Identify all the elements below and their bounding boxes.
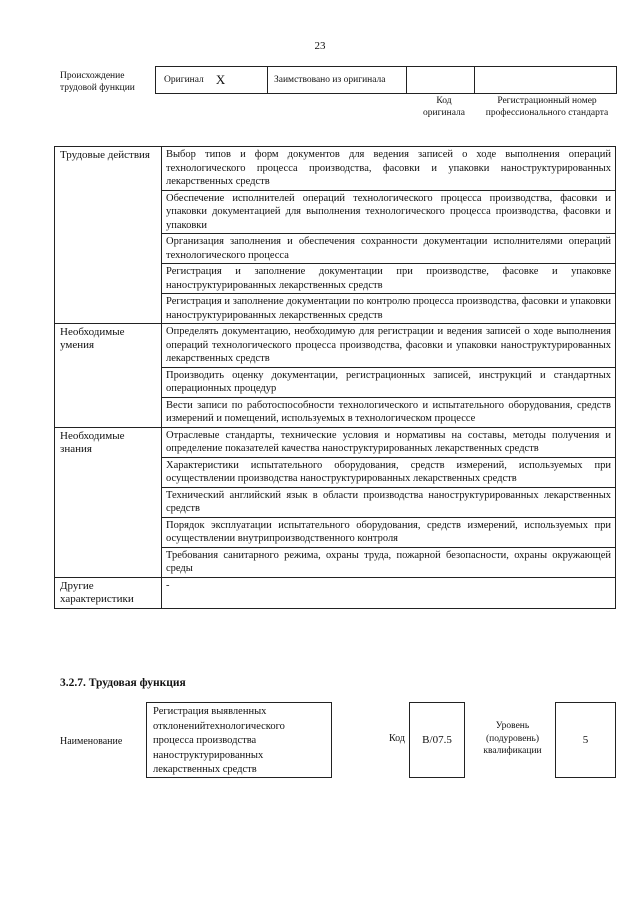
origin-borrowed-cell (268, 67, 407, 93)
row-item: Обеспечение исполнителей операций технологического процесса производства, фасовки и упаковки документацией для выполнения технологического процесса производства, фасовки и упаковки (162, 190, 616, 234)
row-item: Регистрация и заполнение документации по контролю процесса производства, фасовки и упаковки наноструктурированных лекарственных средств (162, 294, 616, 324)
origin-borrowed-label: Заимствовано из оригинала (274, 75, 386, 85)
row-item: Организация заполнения и обеспечения сохранности документации исполнителями операций технологического процесса (162, 234, 616, 264)
origin-code-cell (407, 67, 475, 93)
origin-label: Происхождение трудовой функции (60, 71, 135, 93)
row-heading: Трудовые действия (55, 147, 162, 324)
origin-table (155, 66, 617, 94)
section-title: 3.2.7. Трудовая функция (60, 677, 186, 689)
row-item: Вести записи по работоспособности технологического и испытательного оборудования, средств измерений и помещений, используемых в технологическом процессе (162, 397, 616, 427)
row-item: Характеристики испытательного оборудования, средств измерений, используемых при осуществлении производства наноструктурированных лекарственных средств (162, 457, 616, 487)
origin-reg-cell (475, 67, 616, 93)
table-row (55, 577, 616, 608)
row-heading: Необходимые знания (55, 427, 162, 577)
row-item: Производить оценку документации, регистрационных записей, инструкций и стандартных операционных процедур (162, 367, 616, 397)
row-item: Порядок эксплуатации испытательного оборудования, средств измерений, используемых при осуществлении внутрипроизводственного контроля (162, 517, 616, 547)
row-heading: Другие характеристики (55, 577, 162, 608)
row-item: Регистрация и заполнение документации при производстве, фасовке и упаковке наноструктурированных лекарственных средств (162, 264, 616, 294)
function-name-box: Регистрация выявленных отклоненийтехнологического процесса производства наноструктурированных лекарственных средств (146, 702, 332, 778)
row-item: Отраслевые стандарты, технические условия и нормативы на составы, методы получения и определение показателей качества наноструктурированных лекарственных средств (162, 427, 616, 457)
qualification-level-box (555, 702, 616, 778)
row-heading: Необходимые умения (55, 324, 162, 428)
name-label: Наименование (60, 736, 123, 747)
origin-original-mark: X (215, 72, 226, 87)
row-item: Технический английский язык в области производства наноструктурированных лекарственных средств (162, 487, 616, 517)
row-item: - (162, 577, 616, 608)
function-code-value: B/07.5 (422, 734, 452, 746)
table-row (55, 324, 616, 368)
row-item: Определять документацию, необходимую для регистрации и ведения записей о ходе выполнения операций технологического процесса производства, фасовки и упаковки наноструктурированных лекарственных средств (162, 324, 616, 368)
row-item: Выбор типов и форм документов для ведения записей о ходе выполнения операций технологического процесса производства, фасовки и упаковки наноструктурированных лекарственных средств (162, 147, 616, 191)
origin-original-cell (156, 67, 268, 93)
origin-original-label: Оригинал (164, 75, 204, 85)
table-row (55, 147, 616, 191)
reg-number-caption: Регистрационный номер профессионального стандарта (485, 96, 609, 118)
table-row (55, 427, 616, 457)
function-code-box (409, 702, 465, 778)
row-item: Требования санитарного режима, охраны труда, пожарной безопасности, охраны окружающей среды (162, 547, 616, 577)
qualification-level-value: 5 (582, 734, 589, 746)
function-details-table (54, 146, 616, 609)
page-number: 23 (314, 40, 326, 52)
qualification-level-label: Уровень (подуровень) квалификации (483, 721, 542, 756)
code-original-caption: Код оригинала (423, 96, 465, 118)
code-label: Код (389, 733, 405, 744)
